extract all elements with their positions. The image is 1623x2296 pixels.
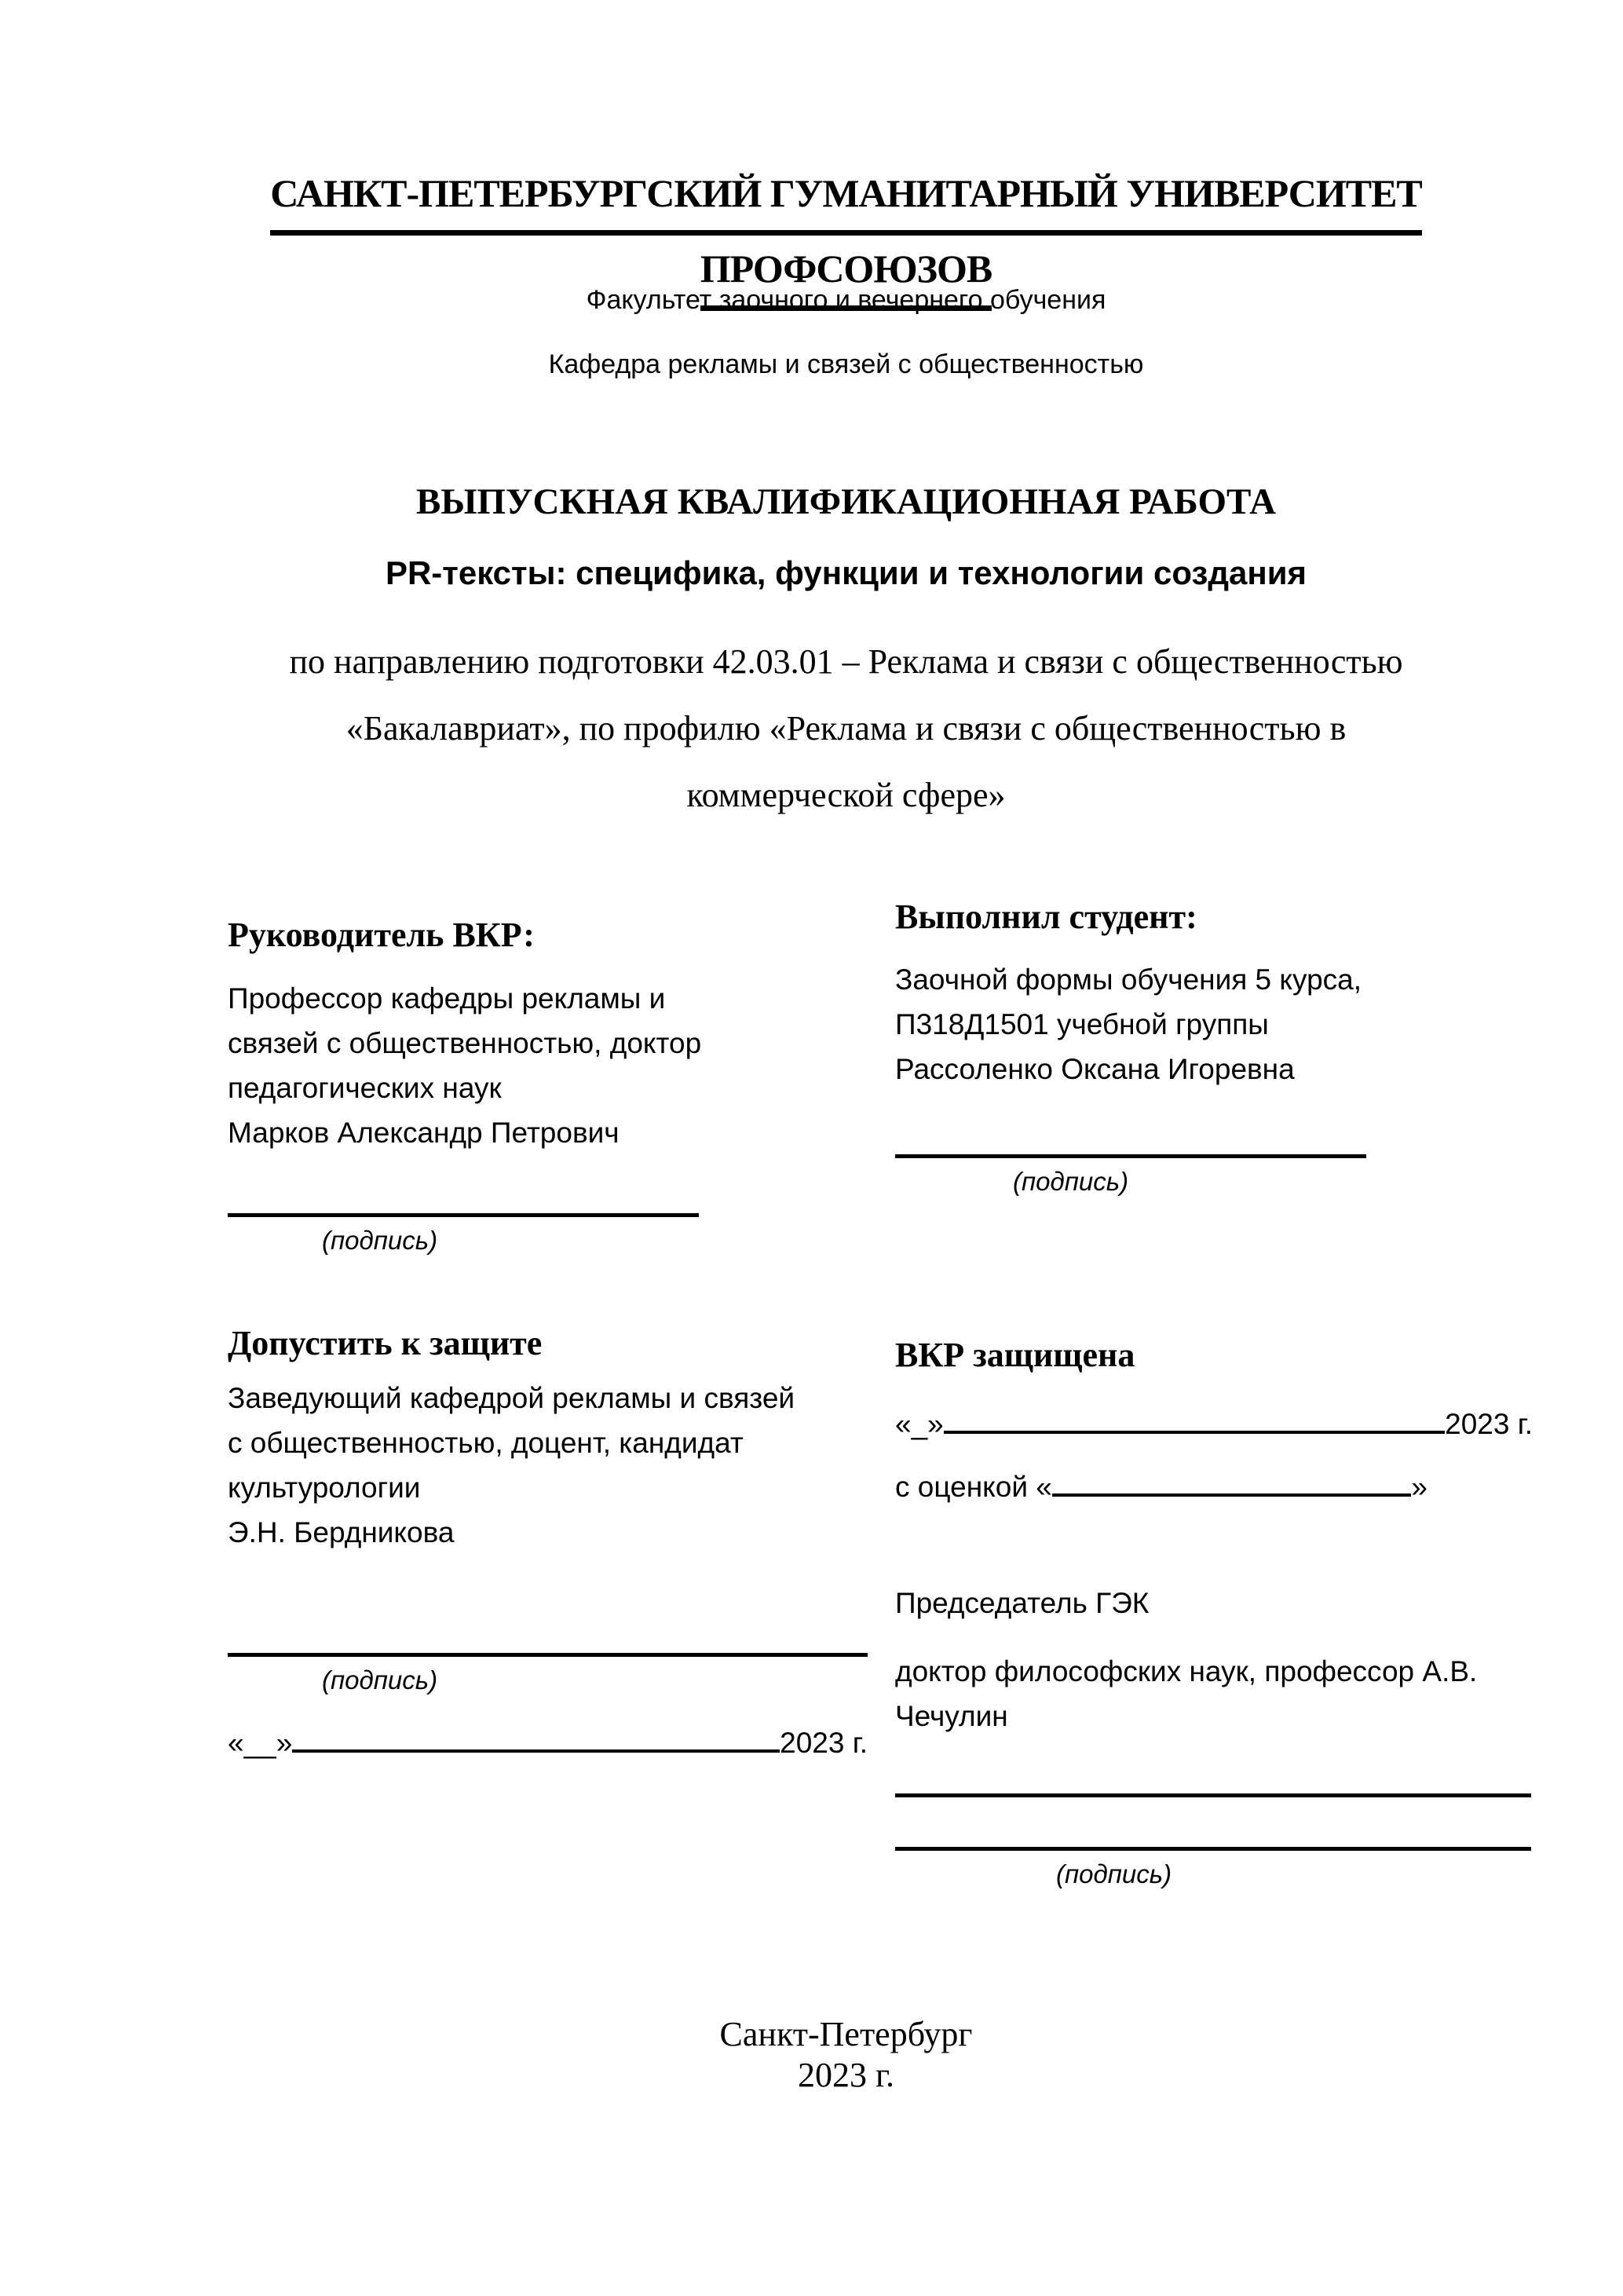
admission-name: Э.Н. Бердникова bbox=[228, 1516, 455, 1548]
date-year: 2023 г. bbox=[780, 1727, 868, 1759]
chair-label: Председатель ГЭК bbox=[895, 1587, 1150, 1619]
date-year: 2023 г. bbox=[1445, 1408, 1533, 1440]
supervisor-signature-line bbox=[228, 1213, 699, 1217]
admission-description-line: культурологии bbox=[228, 1472, 421, 1504]
supervisor-section bbox=[228, 915, 868, 1258]
supervisor-description-line: Профессор кафедры рекламы и bbox=[228, 982, 666, 1015]
student-name: Рассоленко Оксана Игоревна bbox=[895, 1053, 1295, 1085]
admission-description-line: Заведующий кафедрой рекламы и связей bbox=[228, 1382, 795, 1414]
university-name-line1: САНКТ-ПЕТЕРБУРГСКИЙ ГУМАНИТАРНЫЙ УНИВЕРСИТЕТ bbox=[270, 160, 1422, 236]
date-prefix: «_» bbox=[895, 1408, 944, 1440]
thesis-title: PR-тексты: специфика, функции и технологии создания bbox=[385, 554, 1307, 591]
defense-heading: ВКР защищена bbox=[895, 1336, 1135, 1374]
supervisor-name: Марков Александр Петрович bbox=[228, 1117, 620, 1149]
department-line: Кафедра рекламы и связей с общественностью bbox=[548, 349, 1144, 379]
footer bbox=[157, 2014, 1535, 2096]
program-line: коммерческой сфере» bbox=[686, 776, 1006, 814]
signature-label: (подпись) bbox=[322, 1665, 438, 1695]
admission-heading: Допустить к защите bbox=[228, 1324, 543, 1362]
signature-label: (подпись) bbox=[322, 1226, 438, 1255]
footer-city: Санкт-Петербург bbox=[719, 2015, 973, 2053]
grade-label: с оценкой « bbox=[895, 1471, 1052, 1503]
university-name-line2: ПРОФСОЮЗОВ bbox=[700, 236, 992, 311]
footer-year: 2023 г. bbox=[797, 2056, 895, 2094]
student-description-line: П318Д1501 учебной группы bbox=[895, 1008, 1269, 1040]
student-description-line: Заочной формы обучения 5 курса, bbox=[895, 963, 1362, 996]
grade-blank-line bbox=[1052, 1459, 1412, 1497]
program-line: «Бакалавриат», по профилю «Реклама и связи с общественностью в bbox=[345, 709, 1347, 748]
faculty-line: Факультет заочного и вечернего обучения bbox=[586, 285, 1106, 315]
admission-description-line: с общественностью, доцент, кандидат bbox=[228, 1427, 744, 1459]
program-description bbox=[157, 628, 1535, 828]
program-line: по направлению подготовки 42.03.01 – Реклама и связи с общественностью bbox=[289, 642, 1403, 681]
work-type-title: ВЫПУСКНАЯ КВАЛИФИКАЦИОННАЯ РАБОТА bbox=[415, 481, 1277, 522]
date-prefix: «__» bbox=[228, 1727, 293, 1759]
signature-label: (подпись) bbox=[1056, 1859, 1172, 1888]
admission-section bbox=[228, 1323, 868, 1765]
supervisor-description-line: педагогических наук bbox=[228, 1072, 502, 1104]
defense-grade-row bbox=[895, 1459, 1427, 1509]
signature-label: (подпись) bbox=[1013, 1167, 1129, 1196]
chair-signature-line bbox=[895, 1793, 1531, 1797]
chair-name-line: доктор философских наук, профессор А.В. bbox=[895, 1655, 1478, 1687]
student-section bbox=[895, 897, 1533, 1199]
grade-close-quote: » bbox=[1411, 1471, 1427, 1503]
supervisor-heading: Руководитель ВКР: bbox=[228, 916, 535, 954]
student-heading: Выполнил студент: bbox=[895, 898, 1197, 936]
chair-signature-line bbox=[895, 1847, 1531, 1851]
defense-date-row bbox=[895, 1396, 1533, 1446]
date-blank-line bbox=[944, 1396, 1445, 1434]
defense-section bbox=[895, 1335, 1533, 1892]
student-signature-line bbox=[895, 1154, 1366, 1158]
admission-date-row bbox=[228, 1715, 868, 1765]
admission-signature-line bbox=[228, 1653, 868, 1657]
supervisor-description-line: связей с общественностью, доктор bbox=[228, 1027, 702, 1059]
date-blank-line bbox=[292, 1715, 780, 1753]
chair-name-line: Чечулин bbox=[895, 1700, 1008, 1732]
